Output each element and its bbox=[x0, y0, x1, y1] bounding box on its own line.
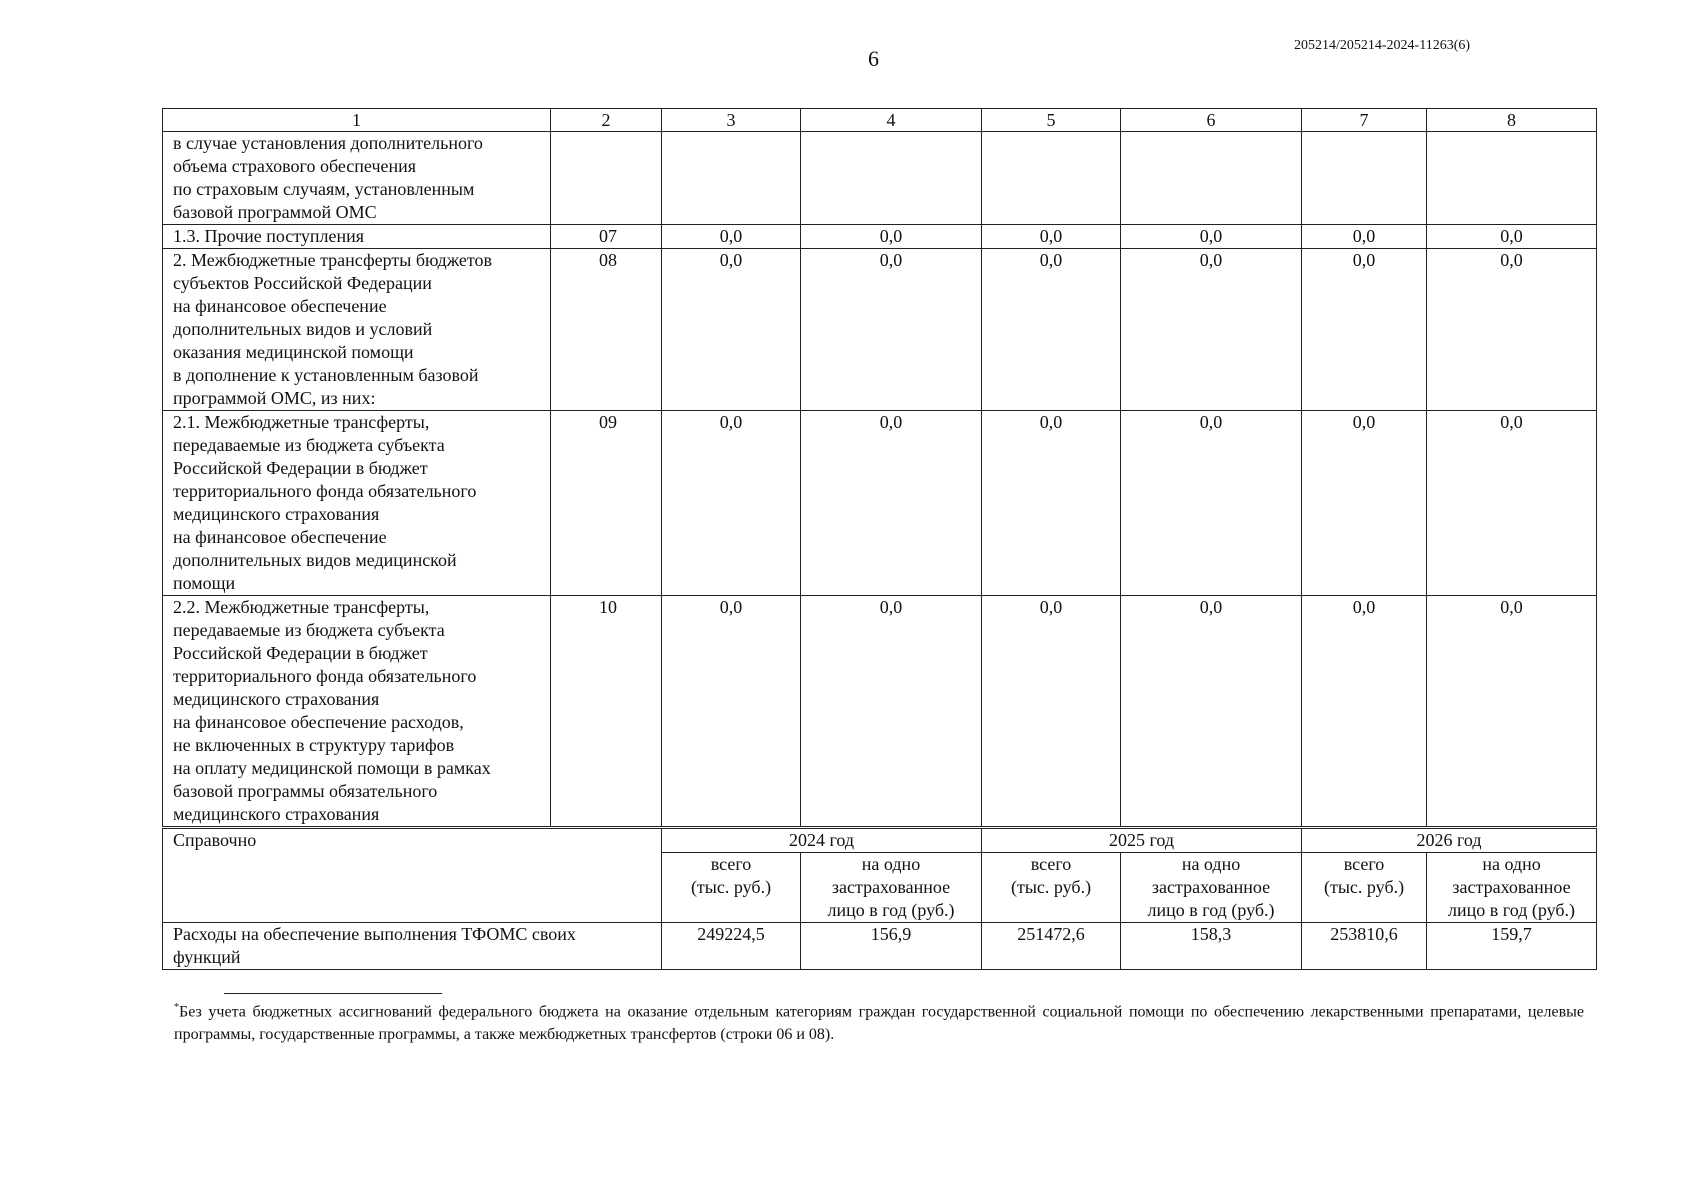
row-value: 0,0 bbox=[801, 249, 982, 411]
per-insured-subheader: на одно застрахованное лицо в год (руб.) bbox=[801, 853, 982, 923]
per-insured-subheader: на одно застрахованное лицо в год (руб.) bbox=[1121, 853, 1302, 923]
column-number: 4 bbox=[801, 109, 982, 132]
footnote-mark: * bbox=[174, 1002, 179, 1013]
row-value: 0,0 bbox=[662, 225, 801, 249]
column-number: 5 bbox=[982, 109, 1121, 132]
row-value bbox=[1427, 132, 1597, 225]
column-number: 8 bbox=[1427, 109, 1597, 132]
row-value: 0,0 bbox=[982, 596, 1121, 827]
row-code: 10 bbox=[551, 596, 662, 827]
page-number: 6 bbox=[868, 46, 879, 71]
row-value: 0,0 bbox=[1427, 249, 1597, 411]
row-value: 0,0 bbox=[662, 411, 801, 596]
year-header: 2024 год bbox=[662, 829, 982, 853]
row-description: 2.1. Межбюджетные трансферты, передаваемые из бюджета субъекта Российской Федерации в бюджет территориального фонда обязательного медицинского страхования на финансовое обеспечение дополнительных видов медицинской помощи bbox=[163, 411, 551, 596]
reference-label: Справочно bbox=[163, 829, 662, 923]
row-value bbox=[1121, 132, 1302, 225]
expense-value: 159,7 bbox=[1427, 923, 1597, 970]
table-row bbox=[163, 596, 1597, 827]
total-subheader: всего (тыс. руб.) bbox=[982, 853, 1121, 923]
budget-table bbox=[162, 108, 1597, 827]
row-value: 0,0 bbox=[1427, 411, 1597, 596]
document-id: 205214/205214-2024-11263(6) bbox=[1294, 38, 1471, 53]
row-code: 09 bbox=[551, 411, 662, 596]
row-value: 0,0 bbox=[801, 596, 982, 827]
row-value: 0,0 bbox=[1302, 249, 1427, 411]
row-value: 0,0 bbox=[1302, 411, 1427, 596]
reference-year-row bbox=[163, 829, 1597, 853]
row-value: 0,0 bbox=[1121, 411, 1302, 596]
total-subheader: всего (тыс. руб.) bbox=[662, 853, 801, 923]
column-number: 2 bbox=[551, 109, 662, 132]
table-row bbox=[163, 411, 1597, 596]
row-description: 2.2. Межбюджетные трансферты, передаваемые из бюджета субъекта Российской Федерации в бюджет территориального фонда обязательного медицинского страхования на финансовое обеспечение расходов, не включенных в структуру тарифов на оплату медицинской помощи в рамках базовой программы обязательного медицинского страхования bbox=[163, 596, 551, 827]
row-value: 0,0 bbox=[662, 249, 801, 411]
expense-value: 156,9 bbox=[801, 923, 982, 970]
row-description: 2. Межбюджетные трансферты бюджетов субъектов Российской Федерации на финансовое обеспечение дополнительных видов и условий оказания медицинской помощи в дополнение к установленным базовой программой ОМС, из них: bbox=[163, 249, 551, 411]
row-value: 0,0 bbox=[1302, 225, 1427, 249]
row-value: 0,0 bbox=[1427, 596, 1597, 827]
expense-value: 249224,5 bbox=[662, 923, 801, 970]
row-value: 0,0 bbox=[1121, 225, 1302, 249]
row-code: 07 bbox=[551, 225, 662, 249]
year-header: 2026 год bbox=[1302, 829, 1597, 853]
row-code: 08 bbox=[551, 249, 662, 411]
reference-table bbox=[162, 828, 1597, 970]
expense-value: 253810,6 bbox=[1302, 923, 1427, 970]
expense-value: 251472,6 bbox=[982, 923, 1121, 970]
expense-label: Расходы на обеспечение выполнения ТФОМС своих функций bbox=[163, 923, 662, 970]
column-number: 1 bbox=[163, 109, 551, 132]
table-row bbox=[163, 225, 1597, 249]
table-row bbox=[163, 132, 1597, 225]
per-insured-subheader: на одно застрахованное лицо в год (руб.) bbox=[1427, 853, 1597, 923]
row-value: 0,0 bbox=[1121, 596, 1302, 827]
expense-row bbox=[163, 923, 1597, 970]
row-value: 0,0 bbox=[801, 225, 982, 249]
column-number-row bbox=[163, 109, 1597, 132]
expense-value: 158,3 bbox=[1121, 923, 1302, 970]
footnote-divider bbox=[224, 993, 442, 994]
row-value: 0,0 bbox=[982, 411, 1121, 596]
row-code bbox=[551, 132, 662, 225]
row-value bbox=[801, 132, 982, 225]
row-value: 0,0 bbox=[982, 249, 1121, 411]
row-description: 1.3. Прочие поступления bbox=[163, 225, 551, 249]
row-value: 0,0 bbox=[982, 225, 1121, 249]
column-number: 7 bbox=[1302, 109, 1427, 132]
row-value bbox=[982, 132, 1121, 225]
column-number: 3 bbox=[662, 109, 801, 132]
row-value: 0,0 bbox=[662, 596, 801, 827]
row-description: в случае установления дополнительного объема страхового обеспечения по страховым случаям, установленным базовой программой ОМС bbox=[163, 132, 551, 225]
row-value bbox=[662, 132, 801, 225]
footnote bbox=[174, 996, 1584, 1046]
column-number: 6 bbox=[1121, 109, 1302, 132]
row-value: 0,0 bbox=[1427, 225, 1597, 249]
year-header: 2025 год bbox=[982, 829, 1302, 853]
footnote-text: Без учета бюджетных ассигнований федерального бюджета на оказание отдельным категориям граждан государственной социальной помощи по обеспечению лекарственными препаратами, целевые программы, государственные программы, а также межбюджетных трансфертов (строки 06 и 08). bbox=[174, 1003, 1584, 1044]
total-subheader: всего (тыс. руб.) bbox=[1302, 853, 1427, 923]
row-value: 0,0 bbox=[801, 411, 982, 596]
row-value bbox=[1302, 132, 1427, 225]
row-value: 0,0 bbox=[1121, 249, 1302, 411]
row-value: 0,0 bbox=[1302, 596, 1427, 827]
table-row bbox=[163, 249, 1597, 411]
